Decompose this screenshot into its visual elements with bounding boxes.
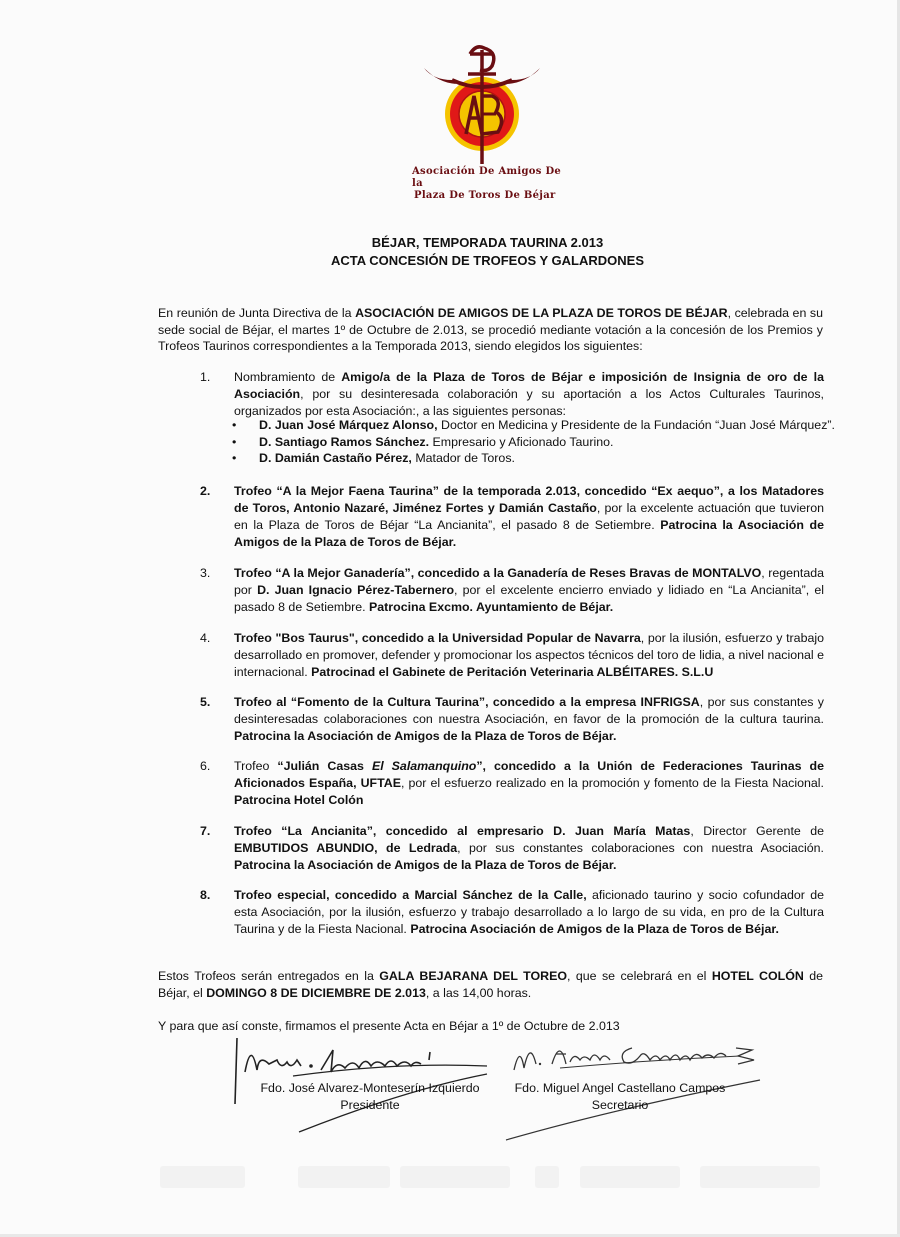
president-role: Presidente	[340, 1098, 400, 1112]
right-horn	[508, 68, 540, 84]
item-number: 3.	[200, 566, 211, 580]
award-item-2: 2. Trofeo “A la Mejor Faena Taurina” de la temporada 2.013, concedido “Ex aequo”, a los Matadores de Toros, Antonio Nazaré, Jiménez Fortes y Damián Castaño, por la excelente actuación que tuvieron en la Plaza de Toros de Béjar “La Ancianita”, el pasado 8 de Setiembre. Patrocina la Asociación de Amigos de la Plaza de Toros de Béjar.	[200, 484, 824, 549]
secretary-signature-block	[510, 1080, 730, 1114]
item-number: 8.	[200, 888, 211, 902]
list-item: • D. Juan José Márquez Alonso, Doctor en Medicina y Presidente de la Fundación “Juan José Márquez”.	[232, 418, 835, 432]
intro-paragraph	[158, 305, 823, 355]
scan-smudge	[400, 1166, 510, 1188]
association-name: ASOCIACIÓN DE AMIGOS DE LA PLAZA DE TOROS DE BÉJAR	[355, 306, 728, 320]
association-logo	[412, 42, 562, 212]
bullfighting-emblem-icon	[412, 42, 562, 167]
award-item-5: 5. Trofeo al “Fomento de la Cultura Taurina”, concedido a la empresa INFRIGSA, por sus constantes y desinteresadas colaboraciones con nuestra Asociación, en favor de la promoción de la cultura taurina. Patrocina la Asociación de Amigos de la Plaza de Toros de Béjar.	[200, 695, 824, 743]
logo-caption-line1: Asociación De Amigos De la	[412, 166, 562, 189]
title-line1: BÉJAR, TEMPORADA TAURINA 2.013	[371, 235, 604, 250]
award-item-1: 1. Nombramiento de Amigo/a de la Plaza de Toros de Béjar e imposición de Insignia de oro de la Asociación, por su desinteresada colaboración y su aportación a los Actos Culturales Taurinos, organizados por esta Asociación:, a las siguientes personas:	[200, 370, 824, 418]
intro-text: En reunión de Junta Directiva de la	[158, 306, 356, 320]
award-item-3: 3. Trofeo “A la Mejor Ganadería”, concedido a la Ganadería de Reses Bravas de MONTALVO, regentada por D. Juan Ignacio Pérez-Tabernero, por el excelente encierro enviado y lidiado en “La Ancianita”, el pasado 8 de Setiembre. Patrocina Excmo. Ayuntamiento de Béjar.	[200, 566, 824, 614]
scan-smudge	[580, 1166, 680, 1188]
bullet-icon: •	[232, 434, 237, 449]
honoree-list	[232, 417, 835, 467]
award-item-8: 8. Trofeo especial, concedido a Marcial Sánchez de la Calle, aficionado taurino y socio cofundador de esta Asociación, por la ilusión, esfuerzo y trabajo desarrollado a lo largo de su vida, en pro de la Cultura Taurina y de la Fiesta Nacional. Patrocina Asociación de Amigos de la Plaza de Toros de Béjar.	[200, 888, 825, 936]
logo-caption	[412, 166, 562, 202]
award-item-6: 6. Trofeo “Julián Casas El Salamanquino”, concedido a la Unión de Federaciones Taurinas de Aficionados España, UFTAE, por el esfuerzo realizado en la promoción y fomento de la Fiesta Nacional. Patrocina Hotel Colón	[200, 759, 824, 807]
secretary-name: Fdo. Miguel Angel Castellano Campos	[514, 1081, 726, 1095]
scan-smudge	[298, 1166, 390, 1188]
item-number: 4.	[200, 631, 211, 645]
item-number: 5.	[200, 695, 211, 709]
award-item-7: 7. Trofeo “La Ancianita”, concedido al empresario D. Juan María Matas, Director Gerente de EMBUTIDOS ABUNDIO, de Ledrada, por sus constantes colaboraciones con nuestra Asociación. Patrocina la Asociación de Amigos de la Plaza de Toros de Béjar.	[200, 824, 824, 872]
list-item: • D. Santiago Ramos Sánchez. Empresario y Aficionado Taurino.	[232, 434, 614, 449]
president-name: Fdo. José Alvarez-Monteserín Izquierdo	[260, 1081, 480, 1095]
left-horn	[424, 68, 456, 84]
intro-text-rest: , celebrada en su sede social de Béjar, el martes 1º de Octubre de 2.013, se procedió mediante votación a la concesión de los Premios y Trofeos Taurinos correspondientes a la Temporada 2013, siendo elegidos los siguientes:	[158, 306, 823, 354]
logo-caption-line2: Plaza De Toros De Béjar	[414, 190, 556, 201]
item-number: 6.	[200, 759, 211, 773]
scan-smudge	[700, 1166, 820, 1188]
president-signature-block	[240, 1080, 500, 1114]
item-number: 7.	[200, 824, 211, 838]
bullet-icon: •	[232, 418, 237, 432]
closing-paragraph: Estos Trofeos serán entregados en la GALA BEJARANA DEL TOREO, que se celebrará en el HOTEL COLÓN de Béjar, el DOMINGO 8 DE DICIEMBRE DE 2.013, a las 14,00 horas.	[158, 969, 823, 1000]
attestation-line: Y para que así conste, firmamos el presente Acta en Béjar a 1º de Octubre de 2.013	[158, 1019, 620, 1033]
scan-smudge	[535, 1166, 559, 1188]
list-item: • D. Damián Castaño Pérez, Matador de Toros.	[232, 451, 515, 466]
document-title	[150, 234, 825, 270]
scan-smudge	[160, 1166, 245, 1188]
secretary-role: Secretario	[591, 1098, 649, 1112]
bullet-icon: •	[232, 451, 237, 466]
title-line2: ACTA CONCESIÓN DE TROFEOS Y GALARDONES	[331, 253, 644, 268]
award-item-4: 4. Trofeo "Bos Taurus", concedido a la Universidad Popular de Navarra, por la ilusión, esfuerzo y trabajo desarrollado en promover, defender y promocionar los aspectos técnicos del toro de lidia, a nivel nacional e internacional. Patrocinad el Gabinete de Peritación Veterinaria ALBÉITARES. S.L.U	[200, 631, 824, 679]
item-number: 2.	[200, 484, 211, 498]
item-number: 1.	[200, 370, 211, 384]
